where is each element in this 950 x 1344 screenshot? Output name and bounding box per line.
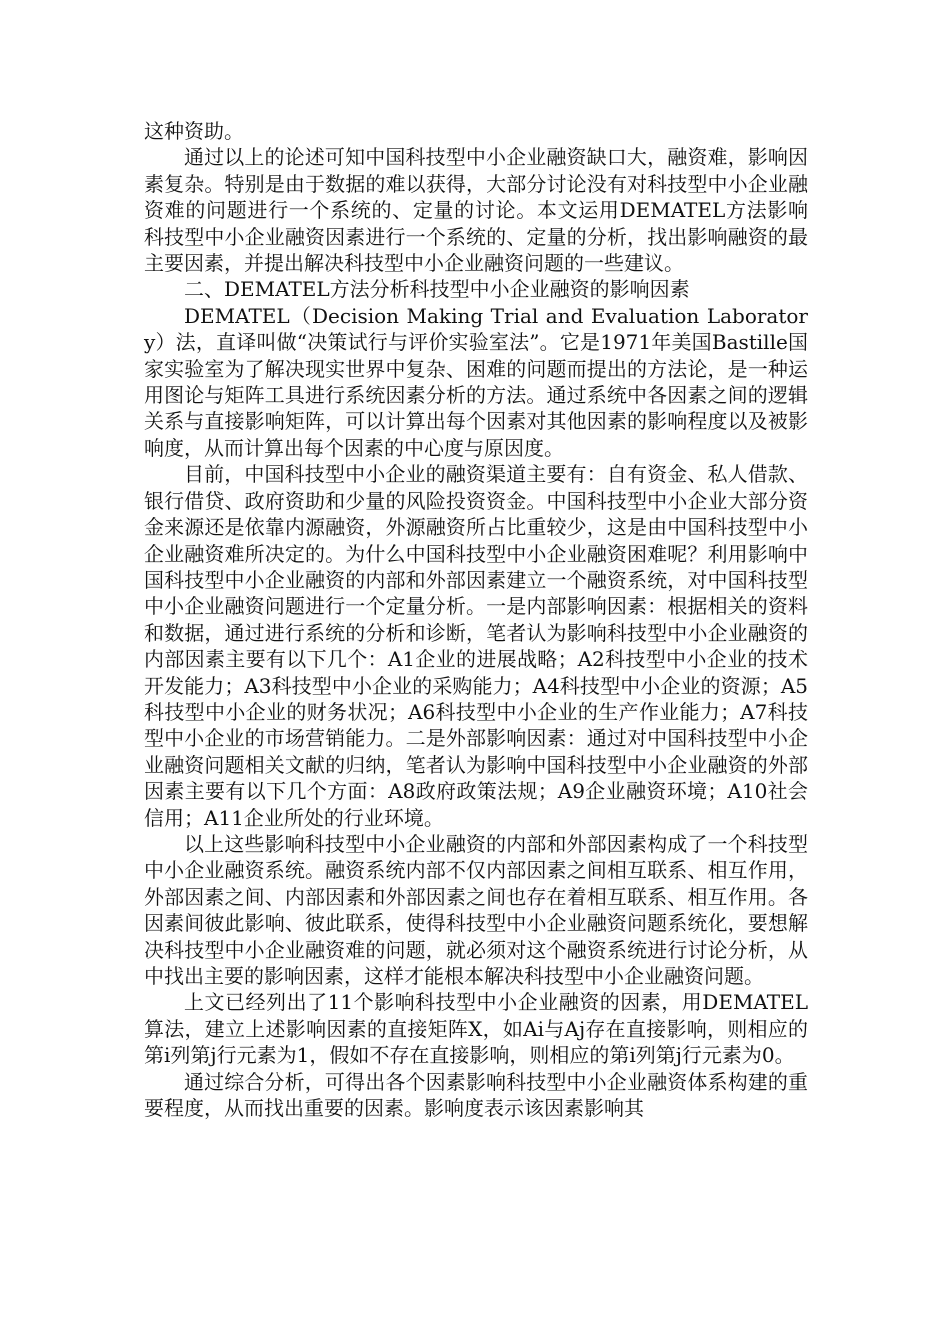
document-body (144, 118, 808, 1121)
paragraph-financing-system: 以上这些影响科技型中小企业融资的内部和外部因素构成了一个科技型中小企业融资系统。融资系统内部不仅内部因素之间相互联系、相互作用，外部因素之间、内部因素和外部因素之间也存在着相互联系、相互作用。各因素间彼此影响、彼此联系，使得科技型中小企业融资问题系统化，要想解决科技型中小企业融资难的问题，就必须对这个融资系统进行讨论分析，从中找出主要的影响因素，这样才能根本解决科技型中小企业融资问题。 (144, 831, 808, 988)
paragraph-direct-matrix: 上文已经列出了11个影响科技型中小企业融资的因素，用DEMATEL算法，建立上述影响因素的直接矩阵X，如Ai与Aj存在直接影响，则相应的第i列第j行元素为1，假如不存在直接影响，则相应的第i列第j行元素为0。 (144, 990, 808, 1068)
paragraph-dematel-definition: DEMATEL（Decision Making Trial and Evaluation Laboratory）法，直译叫做“决策试行与评价实验室法”。它是1971年美国Bastille国家实验室为了解决现实世界中复杂、困难的问题而提出的方法论，是一种运用图论与矩阵工具进行系统因素分析的方法。通过系统中各因素之间的逻辑关系与直接影响矩阵，可以计算出每个因素对其他因素的影响程度以及被影响度，从而计算出每个因素的中心度与原因度。 (144, 303, 808, 460)
paragraph-continuation: 这种资助。 (144, 119, 244, 143)
paragraph-summary: 通过以上的论述可知中国科技型中小企业融资缺口大，融资难，影响因素复杂。特别是由于数据的难以获得，大部分讨论没有对科技型中小企业融资难的问题进行一个系统的、定量的讨论。本文运用DEMATEL方法影响科技型中小企业融资因素进行一个系统的、定量的分析，找出影响融资的最主要因素，并提出解决科技型中小企业融资问题的一些建议。 (144, 145, 808, 276)
paragraph-financing-factors: 目前，中国科技型中小企业的融资渠道主要有：自有资金、私人借款、银行借贷、政府资助和少量的风险投资资金。中国科技型中小企业大部分资金来源还是依靠内源融资，外源融资所占比重较少，这是由中国科技型中小企业融资难所决定的。为什么中国科技型中小企业融资困难呢？利用影响中国科技型中小企业融资的内部和外部因素建立一个融资系统，对中国科技型中小企业融资问题进行一个定量分析。一是内部影响因素：根据相关的资料和数据，通过进行系统的分析和诊断，笔者认为影响科技型中小企业融资的内部因素主要有以下几个：A1企业的进展战略；A2科技型中小企业的技术开发能力；A3科技型中小企业的采购能力；A4科技型中小企业的资源；A5科技型中小企业的财务状况；A6科技型中小企业的生产作业能力；A7科技型中小企业的市场营销能力。二是外部影响因素：通过对中国科技型中小企业融资问题相关文献的归纳，笔者认为影响中国科技型中小企业融资的外部因素主要有以下几个方面：A8政府政策法规；A9企业融资环境；A10社会信用；A11企业所处的行业环境。 (144, 462, 808, 830)
section-heading: 二、DEMATEL方法分析科技型中小企业融资的影响因素 (184, 277, 690, 302)
paragraph-analysis: 通过综合分析，可得出各个因素影响科技型中小企业融资体系构建的重要程度，从而找出重要的因素。影响度表示该因素影响其 (144, 1069, 808, 1121)
